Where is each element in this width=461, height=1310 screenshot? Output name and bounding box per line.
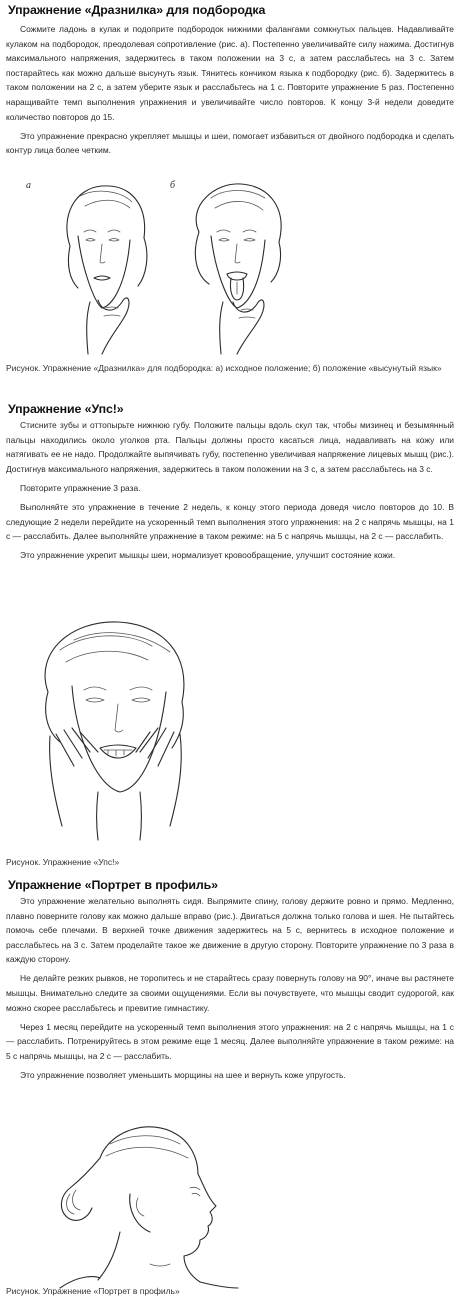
section-body-profile: [6, 894, 454, 1087]
figure-caption-profile: Рисунок. Упражнение «Портрет в профиль»: [6, 1286, 180, 1296]
section-title-profile: Упражнение «Портрет в профиль»: [8, 878, 218, 892]
illustration-oops-face: [20, 616, 210, 841]
illustration-chin-press-start: [40, 176, 165, 356]
paragraph: Это упражнение укрепит мышцы шеи, нормализует кровообращение, улучшит состояние кожи.: [20, 550, 396, 561]
illustration-profile-head: [40, 1114, 240, 1289]
paragraph: Это упражнение позволяет уменьшить морщины на шее и вернуть коже упругость.: [20, 1070, 346, 1081]
paragraph: Стисните зубы и оттопырьте нижнюю губу. Положите пальцы вдоль скул так, чтобы мизинец и безымянный пальцы находились около уголков рта. Пальцы должны просто касаться лица, надавливать на кожу или натягивать ее не надо. Продолжайте выпячивать губу, постепенно увеличивая напряжение лицевых мышц (рис.). Достигнув максимального напряжения, задержитесь в таком положении на 3 с, а затем расслабьтесь на 3 с.: [6, 420, 454, 474]
paragraph: Это упражнение желательно выполнять сидя. Выпрямите спину, голову держите ровно и прямо. Медленно, плавно поверните голову как можно дальше вправо (рис.). Двигаться должна только голова и шея. Не пытайтесь помочь себе плечами. В верхней точке движения задержитесь на 5 с, вернитесь в исходное положение и расслабьтесь на 3 с. Затем проделайте такое же движение в другую сторону. Повторите упражнение по 3 раза в каждую сторону.: [6, 896, 454, 965]
section-body-oops: [6, 418, 454, 567]
paragraph: Это упражнение прекрасно укрепляет мышцы и шеи, помогает избавиться от двойного подбородка и сделать контур лица более четким.: [6, 130, 454, 156]
paragraph: Через 1 месяц перейдите на ускоренный темп выполнения этого упражнения: на 2 с напрячь мышцы, на 1 с — расслабить. Потренируйтесь в этом режиме еще 1 месяц. Далее выполняйте упражнение в таком режиме: на 5 с напрячь мышцы, на 2 с — расслабить.: [6, 1021, 454, 1061]
section-title-teaser: Упражнение «Дразнилка» для подбородка: [8, 3, 266, 17]
figure-label-a: а: [26, 180, 31, 191]
paragraph: Сожмите ладонь в кулак и подоприте подбородок нижними фалангами сомкнутых пальцев. Надавливайте кулаком на подбородок, преодолевая сопротивление (рис. а). Постепенно увеличивайте силу нажима. Достигнув максимального напряжения, задержитесь в таком положении на 3 с, а затем расслабьтесь на 3 с. Затем постарайтесь как можно дальше высунуть язык. Тянитесь кончиком языка к подбородку (рис. б). Задержитесь в таком положении на 2 с, а затем уберите язык и расслабьтесь на 1 с. Повторите упражнение 5 раз. Постепенно наращивайте темп выполнения упражнения и увеличивайте число повторов. К концу 3-й недели доведите количество повторов до 15.: [6, 24, 454, 122]
figure-caption-teaser: Рисунок. Упражнение «Дразнилка» для подбородка: а) исходное положение; б) положение «высунутый язык»: [6, 363, 442, 373]
paragraph: Выполняйте это упражнение в течение 2 недель, к концу этого периода доведя число повторов до 10. В следующие 2 недели перейдите на ускоренный темп выполнения этого упражнения: на 2 с напрячь мышцы, на 1 с — расслабить. Далее выполняйте упражнение в таком режиме: на 5 с напрячь мышцы, на 2 с — расслабить.: [6, 501, 454, 542]
section-title-oops: Упражнение «Упс!»: [8, 402, 124, 416]
section-body-teaser: [6, 22, 454, 162]
figure-label-b: б: [170, 180, 176, 191]
paragraph: Повторите упражнение 3 раза.: [20, 482, 141, 493]
paragraph: Не делайте резких рывков, не торопитесь и не старайтесь сразу повернуть голову на 90°, иначе вы растянете мышцы. Внимательно следите за своими ощущениями. Если вы почувствуете, что мышцы сводит судорогой, как можно скорее расслабьтесь и превитие гимнастику.: [6, 973, 454, 1013]
illustration-tongue-out: [175, 176, 300, 356]
figure-caption-oops: Рисунок. Упражнение «Упс!»: [6, 857, 120, 867]
